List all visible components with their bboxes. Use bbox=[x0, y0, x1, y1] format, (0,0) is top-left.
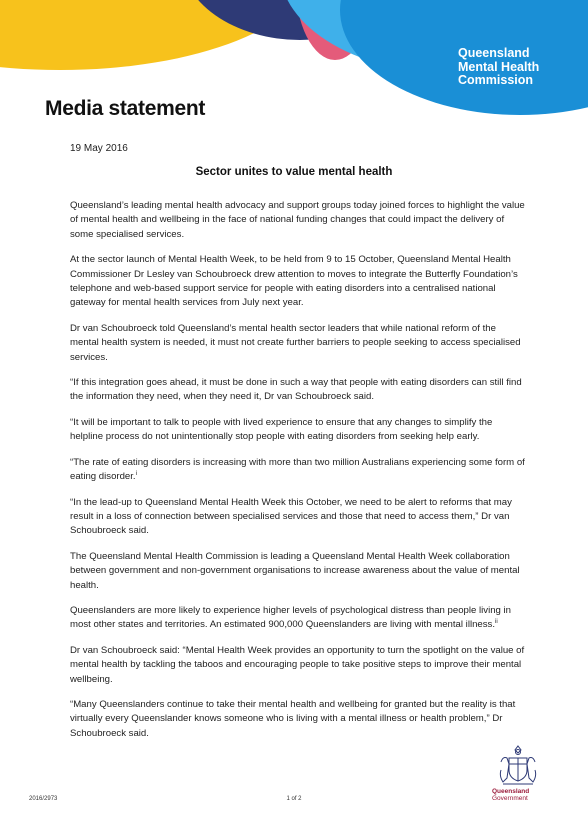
paragraph: Dr van Schoubroeck told Queensland’s mental health sector leaders that while national reform of the mental health system is needed, it must not create further barriers to people seeking to access specialised services. bbox=[70, 322, 521, 363]
paragraph: Queensland’s leading mental health advocacy and support groups today joined forces to highlight the value of mental health and wellbeing in the face of national funding changes that could impact the delivery of some specialised services. bbox=[70, 200, 525, 240]
government-logo-text bbox=[492, 788, 548, 802]
org-logo-text bbox=[458, 47, 578, 88]
paragraph: “If this integration goes ahead, it must be done in such a way that people with eating disorders can still find the information they need, when they need it, Dr van Schoubroeck said. bbox=[70, 377, 522, 403]
paragraph bbox=[70, 456, 525, 485]
paragraph: Dr van Schoubroeck said: “Mental Health Week provides an opportunity to turn the spotlight on the value of mental health by tackling the taboos and encouraging people to take positive steps to improve their mental wellbeing. bbox=[70, 644, 525, 685]
document-code: 2016/2973 bbox=[29, 796, 58, 802]
body-text bbox=[70, 199, 525, 752]
paragraph: At the sector launch of Mental Health Week, to be held from 9 to 15 October, Queensland Mental Health Commissioner Dr Lesley van Schoubroeck drew attention to moves to integrate the Butterfly Foundation’s telephone and web-based support service for people with eating disorders into a centralised national gateway for mental health services from July next year. bbox=[70, 254, 518, 309]
paragraph bbox=[70, 604, 525, 633]
footnote-ref: i bbox=[135, 470, 137, 477]
coat-of-arms-icon bbox=[495, 742, 541, 788]
paragraph-text: “The rate of eating disorders is increasing with more than two million Australians experiencing some form of eating disorder. bbox=[70, 456, 525, 483]
page-number: 1 of 2 bbox=[286, 796, 302, 802]
org-name-line3: Commission bbox=[458, 73, 534, 87]
paragraph: “Many Queenslanders continue to take their mental health and wellbeing for granted but the reality is that virtually every Queenslander knows someone who is living with a mental illness or health problem,” Dr Schoubroeck said. bbox=[70, 698, 516, 739]
paragraph-text: Queenslanders are more likely to experience higher levels of psychological distress than people living in most other states and territories. An estimated 900,000 Queenslanders are living with mental illness. bbox=[70, 604, 512, 631]
headline: Sector unites to value mental health bbox=[195, 166, 393, 178]
paragraph: “In the lead-up to Queensland Mental Health Week this October, we need to be alert to reforms that may result in a loss of connection between specialised services and those that need to access them,” Dr van Schoubroeck said. bbox=[70, 496, 512, 537]
org-name-line2: Mental Health bbox=[458, 59, 540, 74]
paragraph: “It will be important to talk to people with lived experience to ensure that any changes to simplify the helpline process do not unintentionally stop people with eating disorders from seeking help early. bbox=[70, 416, 493, 443]
statement-date: 19 May 2016 bbox=[70, 143, 128, 154]
govt-name-line1: Queensland bbox=[492, 788, 530, 795]
paragraph: The Queensland Mental Health Commission is leading a Queensland Mental Health Week collaboration between government and non-government organisations to increase awareness about the value of mental health. bbox=[70, 550, 520, 591]
govt-name-line2: Government bbox=[492, 795, 528, 802]
org-name-line1: Queensland bbox=[458, 46, 530, 60]
footnote-ref: ii bbox=[495, 619, 498, 626]
document-type-heading: Media statement bbox=[45, 97, 206, 120]
